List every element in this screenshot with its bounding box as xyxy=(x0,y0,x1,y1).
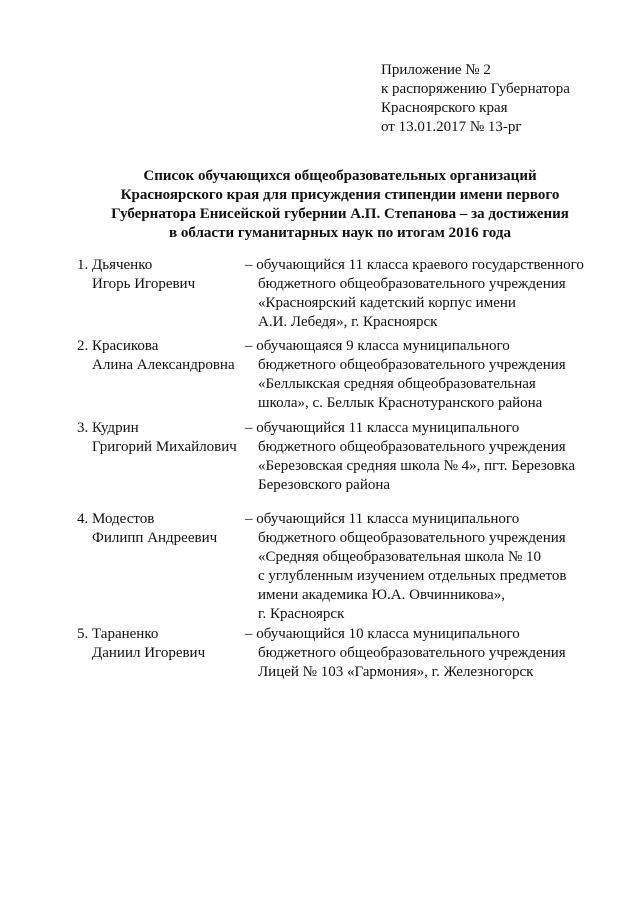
item-number: 2. xyxy=(77,338,89,354)
student-surname: Тараненко xyxy=(92,626,159,642)
student-description xyxy=(245,337,625,413)
student-given-names: Филипп Андреевич xyxy=(92,530,218,546)
description-line: бюджетного общеобразовательного учреждения xyxy=(258,276,566,292)
appendix-line: Приложение № 2 xyxy=(381,62,491,78)
description-line: с углубленным изучением отдельных предметов xyxy=(258,568,567,584)
description-line: «Березовская средняя школа № 4», пгт. Березовка xyxy=(258,458,575,474)
student-description xyxy=(245,256,625,332)
description-line: А.И. Лебедя», г. Красноярск xyxy=(258,314,438,330)
item-number: 3. xyxy=(77,420,89,436)
description-line: бюджетного общеобразовательного учреждения xyxy=(258,357,566,373)
appendix-block xyxy=(381,61,570,137)
title-line: в области гуманитарных наук по итогам 2016 года xyxy=(169,225,511,241)
description-line: бюджетного общеобразовательного учреждения xyxy=(258,439,566,455)
description-line: бюджетного общеобразовательного учреждения xyxy=(258,530,566,546)
student-description xyxy=(245,625,625,682)
student-name xyxy=(92,510,217,548)
description-line: – обучающийся 10 класса муниципального xyxy=(245,626,520,642)
student-given-names: Игорь Игоревич xyxy=(92,276,196,292)
title-line: Красноярского края для присуждения стипендии имени первого xyxy=(120,187,560,203)
title-line: Губернатора Енисейской губернии А.П. Степанова – за достижения xyxy=(111,206,569,222)
student-given-names: Алина Александровна xyxy=(92,357,235,373)
student-given-names: Григорий Михайлович xyxy=(92,439,237,455)
description-line: Березовского района xyxy=(258,477,391,493)
item-number: 4. xyxy=(77,511,89,527)
description-line: бюджетного общеобразовательного учреждения xyxy=(258,645,566,661)
student-name xyxy=(92,256,195,294)
student-surname: Дьяченко xyxy=(92,257,153,273)
student-given-names: Даниил Игоревич xyxy=(92,645,206,661)
student-description xyxy=(245,510,625,624)
student-name xyxy=(92,337,235,375)
appendix-line: от 13.01.2017 № 13-рг xyxy=(381,119,522,135)
document-title xyxy=(60,167,620,243)
appendix-line: Красноярского края xyxy=(381,100,508,116)
student-surname: Красикова xyxy=(92,338,159,354)
student-surname: Кудрин xyxy=(92,420,139,436)
title-line: Список обучающихся общеобразовательных организаций xyxy=(143,168,537,184)
description-line: г. Красноярск xyxy=(258,606,345,622)
description-line: – обучающаяся 9 класса муниципального xyxy=(245,338,510,354)
description-line: «Средняя общеобразовательная школа № 10 xyxy=(258,549,542,565)
description-line: – обучающийся 11 класса краевого государственного xyxy=(245,257,584,273)
student-name xyxy=(92,625,205,663)
description-line: – обучающийся 11 класса муниципального xyxy=(245,420,520,436)
description-line: школа», с. Беллык Краснотуранского района xyxy=(258,395,543,411)
item-number: 5. xyxy=(77,626,89,642)
student-surname: Модестов xyxy=(92,511,155,527)
description-line: – обучающийся 11 класса муниципального xyxy=(245,511,520,527)
description-line: «Красноярский кадетский корпус имени xyxy=(258,295,516,311)
description-line: имени академика Ю.А. Овчинникова», xyxy=(258,587,505,603)
student-name xyxy=(92,419,237,457)
description-line: Лицей № 103 «Гармония», г. Железногорск xyxy=(258,664,534,680)
item-number: 1. xyxy=(77,257,89,273)
appendix-line: к распоряжению Губернатора xyxy=(381,81,570,97)
description-line: «Беллыкская средняя общеобразовательная xyxy=(258,376,536,392)
student-description xyxy=(245,419,625,495)
